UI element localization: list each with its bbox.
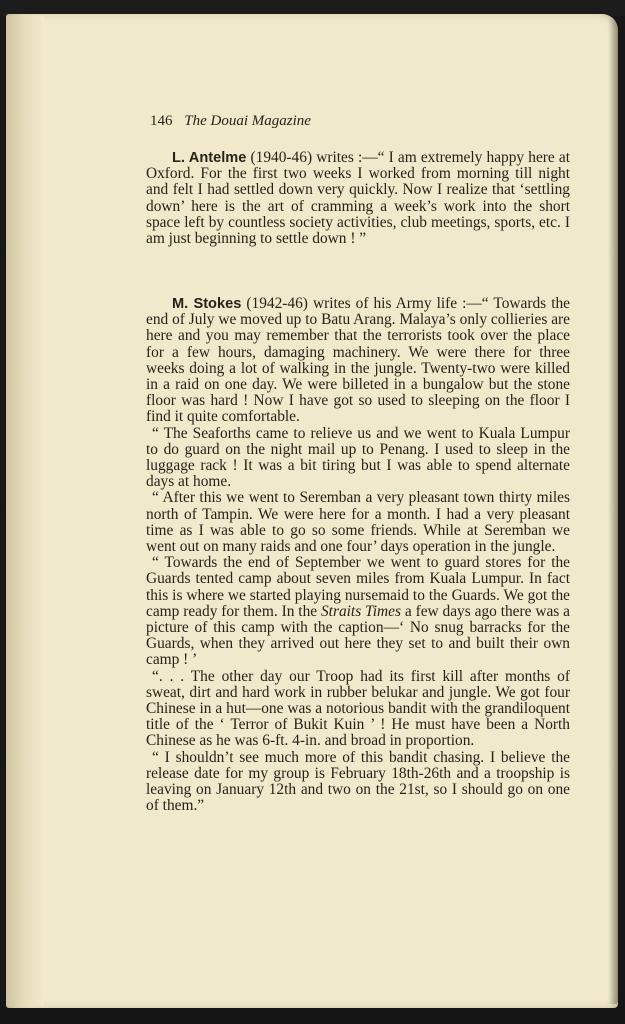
paragraph: “. . . The other day our Troop had its first kill after months of sweat, dirt and hard work in rubber belukar and jungle. We got four Chinese in a hut—one was a notorious bandit with the grandiloquent title of the ‘ Terror of Bukit Kuin ’ ! He must have been a North Chinese as he was 6-ft. 4-in. and broad in proportion.	[146, 667, 570, 750]
author-dates: (1942-46)	[246, 295, 308, 312]
page-edge-shadow	[608, 18, 618, 1004]
bottom-edge	[0, 1008, 625, 1024]
paragraph	[146, 296, 570, 426]
paragraph-text: “ Towards the end of September we went to guard stores for the Guards tented camp about seven miles from Kuala Lumpur. In fact this is where we started playing nursemaid to the Guards. We got the camp ready for them. In the	[146, 554, 570, 620]
paragraph-text: writes of his Army life :—“ Towards the end of July we moved up to Batu Arang. Malaya’s only collieries are here and you may remember that the terrorists took over the place for a few hours, damaging machinery. We were there for three weeks doing a lot of walking in the jungle. Twenty-two were killed in a raid on one day. We were billeted in a bungalow but the stone floor was hard ! Now I have got so used to sleeping on the floor I find it quite comfortable.	[146, 295, 571, 426]
letter-antelme	[146, 150, 570, 247]
paragraph: “ After this we went to Seremban a very pleasant town thirty miles north of Tampin. We were here for a month. I had a very pleasant time as I was able to go so some friends. While at Seremban we went out on many raids and one four’ days operation in the jungle.	[146, 489, 570, 556]
paragraph: “ I shouldn’t see much more of this bandit chasing. I believe the release date for my group is February 18th-26th and a troopship is leaving on January 12th and two on the 21st, so I should go on one of them.”	[146, 748, 570, 815]
newspaper-title: Straits Times	[320, 602, 401, 620]
paragraph-text: writes :—“ I am extremely happy here at Oxford. For the first two weeks I worked from morning till night and felt I had settled down very quickly. Now I realize that ‘settling down’ here is the art of cramming a week’s work into the short space left by countless society activities, club meetings, sports, etc. I am just beginning to settle down ! ”	[146, 149, 570, 248]
paragraph	[146, 555, 570, 668]
page-number: 146	[150, 113, 173, 129]
paragraph: “ The Seaforths came to relieve us and we went to Kuala Lumpur to do guard on the night mail up to Penang. I used to sleep in the luggage rack ! It was a bit tiring but I was able to spend alternate days at home.	[146, 424, 570, 491]
author-dates: (1940-46)	[250, 149, 313, 166]
paragraph	[146, 150, 570, 247]
author-name: M. Stokes	[172, 296, 242, 312]
running-header	[150, 113, 311, 130]
letter-stokes	[146, 296, 570, 815]
author-name: L. Antelme	[172, 150, 247, 166]
paragraph-text: a few days ago there was a picture of this camp with the caption—‘ No snug barracks for the Guards, when they arrived out here they set to and built their own camp ! ’	[146, 602, 570, 669]
page-gutter	[6, 16, 44, 1006]
magazine-title: The Douai Magazine	[184, 113, 311, 129]
